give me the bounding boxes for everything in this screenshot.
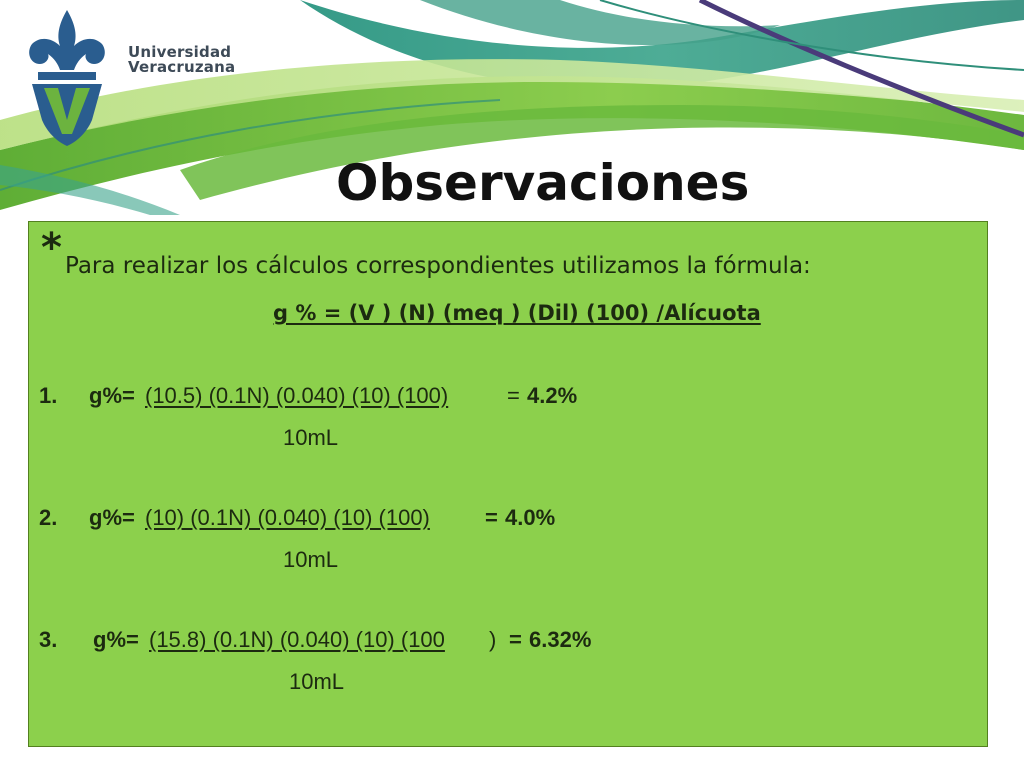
brand-name-line-2: Veracruzana xyxy=(128,58,236,76)
content-box xyxy=(28,221,988,747)
calc-3-closing-paren: ) xyxy=(489,627,497,652)
calc-2-numerator: (10) (0.1N) (0.040) (10) (100) xyxy=(145,505,430,530)
university-logo-icon xyxy=(22,8,112,148)
calc-3-denominator: 10mL xyxy=(289,669,345,694)
calc-1-numerator: (10.5) (0.1N) (0.040) (10) (100) xyxy=(145,383,449,408)
intro-text: Para realizar los cálculos correspondientes utilizamos la fórmula: xyxy=(65,253,811,279)
calc-1-equals: = xyxy=(507,383,520,408)
calc-3-number: 3. xyxy=(39,627,58,652)
calc-2-number: 2. xyxy=(39,505,58,530)
calc-3-result: 6.32% xyxy=(529,627,592,652)
calc-2-denominator: 10mL xyxy=(283,547,339,572)
calc-1-denominator: 10mL xyxy=(283,425,339,450)
calc-2-equals: = xyxy=(485,505,498,530)
calc-3-label: g%= xyxy=(93,627,139,652)
calc-2-label: g%= xyxy=(89,505,135,530)
calc-2-result: 4.0% xyxy=(505,505,556,530)
bullet-star: * xyxy=(41,225,62,271)
slide-title: Observaciones xyxy=(336,154,750,212)
brand-name-line-1: Universidad xyxy=(128,43,232,61)
calc-3-equals: = xyxy=(509,627,522,652)
formula: g % = (V ) (N) (meq ) (Dil) (100) /Alícuota xyxy=(273,301,761,325)
calc-3-numerator: (15.8) (0.1N) (0.040) (10) (100 xyxy=(149,627,445,652)
calc-1-label: g%= xyxy=(89,383,135,408)
calc-1-result: 4.2% xyxy=(527,383,578,408)
calc-1-number: 1. xyxy=(39,383,58,408)
